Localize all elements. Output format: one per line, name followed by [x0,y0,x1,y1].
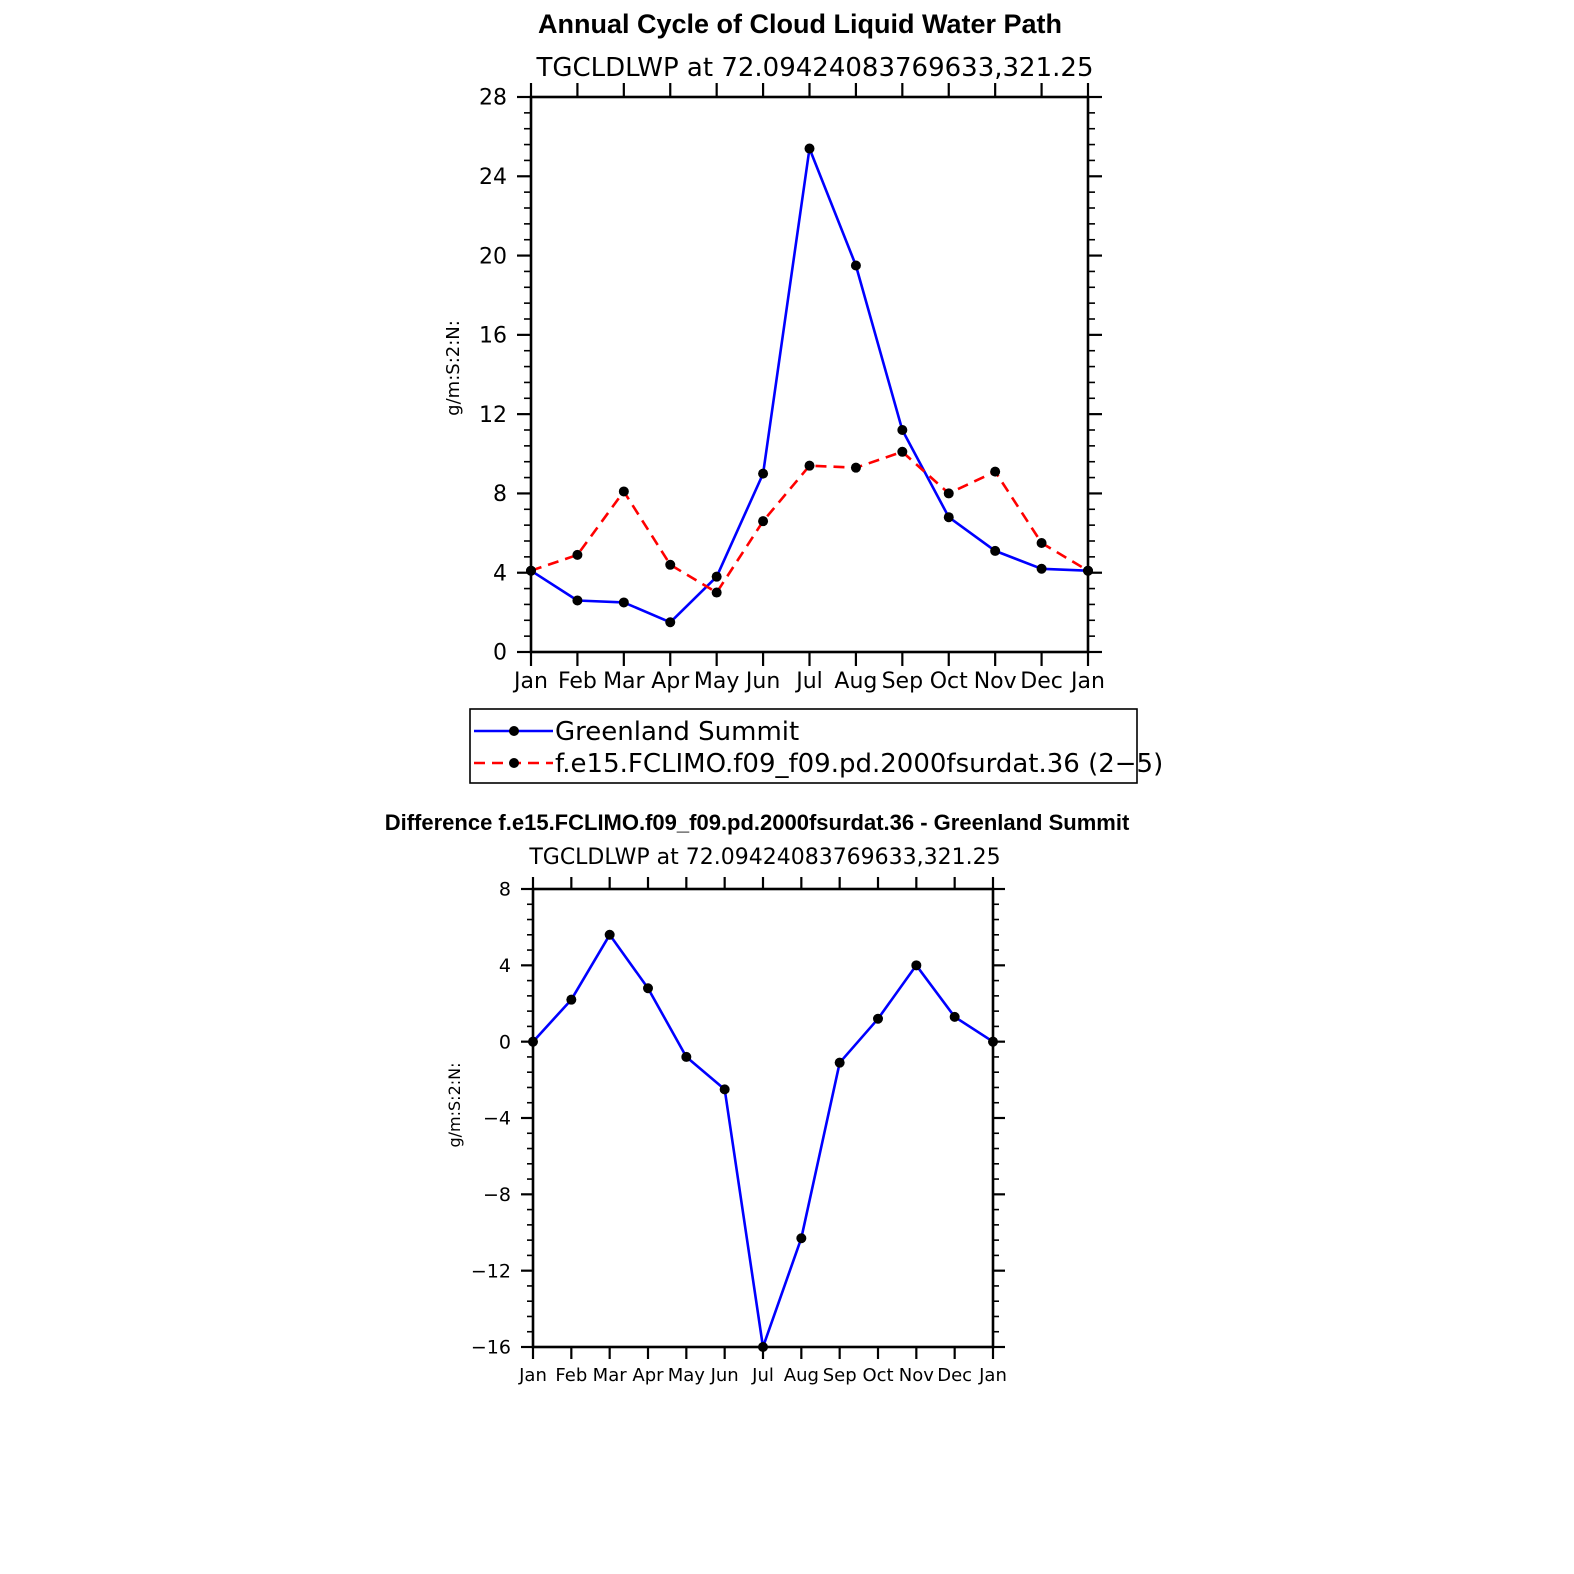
chart2-series-0-point [681,1052,691,1062]
chart2-ylabel: g/m:S:2:N: [445,1062,464,1148]
chart2-xtick-label: Aug [783,1365,819,1386]
chart2-frame [533,889,993,1347]
chart2-series-0-line [533,935,993,1347]
chart2-xtick-label: Nov [898,1365,934,1386]
chart1-series-1-point [897,447,907,457]
chart2-xtick-label: Jul [752,1365,774,1386]
chart1-xtick-label: Dec [1020,669,1063,694]
chart2-xtick-label: Sep [822,1365,857,1386]
chart2-ytick-label: −16 [470,1336,511,1359]
legend-marker-series-1 [509,758,519,768]
chart1-series-1-line [531,452,1088,593]
chart1-xtick-label: Aug [834,669,878,694]
chart2-series-0-point [911,960,921,970]
chart1-series-0-point [619,597,629,607]
chart2-series-0-point [796,1233,806,1243]
chart1-series-0-point [1037,564,1047,574]
chart1-plot [479,83,1105,694]
chart1-xtick-label: Jan [514,669,548,694]
chart1-series-0-line [531,149,1088,623]
chart1-frame [531,97,1088,652]
chart1-series-0-point [990,546,1000,556]
chart1-ytick-label: 16 [479,323,507,349]
chart2-series-0-point [643,983,653,993]
chart1-series-1-point [851,463,861,473]
chart2-series-0-point [835,1058,845,1068]
chart2-series-0-point [988,1037,998,1047]
chart1-xtick-label: Jul [796,669,823,694]
chart2-xtick-label: Jan [979,1365,1007,1386]
chart1-xtick-label: May [693,669,740,694]
chart1-series-1-point [1083,566,1093,576]
chart2-ytick-label: 0 [498,1031,511,1054]
chart1-series-0-point [851,260,861,270]
chart2-title: Difference f.e15.FCLIMO.f09_f09.pd.2000fsurdat.36 - Greenland Summit [384,810,1130,835]
chart1-xtick-label: Apr [651,669,690,694]
chart1-xtick-label: Jan [1071,669,1105,694]
chart1-series-1-point [712,588,722,598]
chart1-title: Annual Cycle of Cloud Liquid Water Path [537,9,1063,39]
chart2-series-0-point [758,1342,768,1352]
chart1-ytick-label: 8 [493,482,507,508]
chart1-series-1-point [990,467,1000,477]
chart1-xtick-label: Feb [557,669,597,694]
chart2-xtick-label: Jan [519,1365,547,1386]
chart1-series-0-point [805,144,815,154]
chart1-ytick-label: 0 [493,640,507,666]
chart2-series-0-point [950,1012,960,1022]
chart2-xtick-label: May [667,1365,705,1386]
chart1-series-1-point [1037,538,1047,548]
chart1-series-0-point [897,425,907,435]
chart1-legend [470,709,1163,783]
legend-label-series-0: Greenland Summit [555,717,800,747]
chart1-xtick-label: Nov [973,669,1017,694]
chart1-series-1-point [944,488,954,498]
chart1-series-1-point [572,550,582,560]
chart2-series-0-point [873,1014,883,1024]
chart1-xtick-label: Oct [929,669,968,694]
chart2-xtick-label: Dec [937,1365,973,1386]
chart1-series-1-point [805,461,815,471]
chart2-ytick-label: 4 [498,954,511,977]
chart2-series-0-point [720,1084,730,1094]
chart2-subtitle: TGCLDLWP at 72.09424083769633,321.25 [529,845,1001,870]
chart1-ylabel: g/m:S:2:N: [443,320,464,416]
chart2-plot [471,877,1007,1386]
chart1-series-1-point [758,516,768,526]
chart2-series-0-point [605,930,615,940]
chart2-xtick-label: Oct [862,1365,894,1386]
chart1-ytick-label: 20 [479,244,507,270]
legend-label-series-1: f.e15.FCLIMO.f09_f09.pd.2000fsurdat.36 (2−5) [555,749,1164,779]
chart1-series-1-point [526,566,536,576]
chart1-series-0-point [712,572,722,582]
chart2-xtick-label: Feb [555,1365,588,1386]
chart1-xtick-label: Sep [881,669,924,694]
chart1-series-1-point [665,560,675,570]
chart2-ytick-label: 8 [498,878,511,901]
chart1-ytick-label: 4 [493,561,507,587]
chart1-subtitle: TGCLDLWP at 72.09424083769633,321.25 [536,53,1094,83]
chart1-series-0-point [665,617,675,627]
chart2-series-0-point [528,1037,538,1047]
chart2-ytick-label: −4 [482,1107,511,1130]
chart2-ytick-label: −8 [482,1183,511,1206]
chart1-xtick-label: Mar [603,669,645,694]
chart1-ytick-label: 28 [479,85,507,111]
chart2-ytick-label: −12 [470,1260,511,1283]
chart2-xtick-label: Jun [710,1365,739,1386]
chart2-xtick-label: Mar [592,1365,627,1386]
chart1-ytick-label: 12 [479,402,507,428]
chart1-series-0-point [944,512,954,522]
chart1-xtick-label: Jun [745,669,781,694]
chart2-xtick-label: Apr [632,1365,664,1386]
chart2-series-0-point [566,995,576,1005]
chart1-ytick-label: 24 [479,164,507,190]
chart1-series-0-point [572,595,582,605]
legend-marker-series-0 [509,726,519,736]
chart1-series-1-point [619,486,629,496]
chart1-series-0-point [758,469,768,479]
